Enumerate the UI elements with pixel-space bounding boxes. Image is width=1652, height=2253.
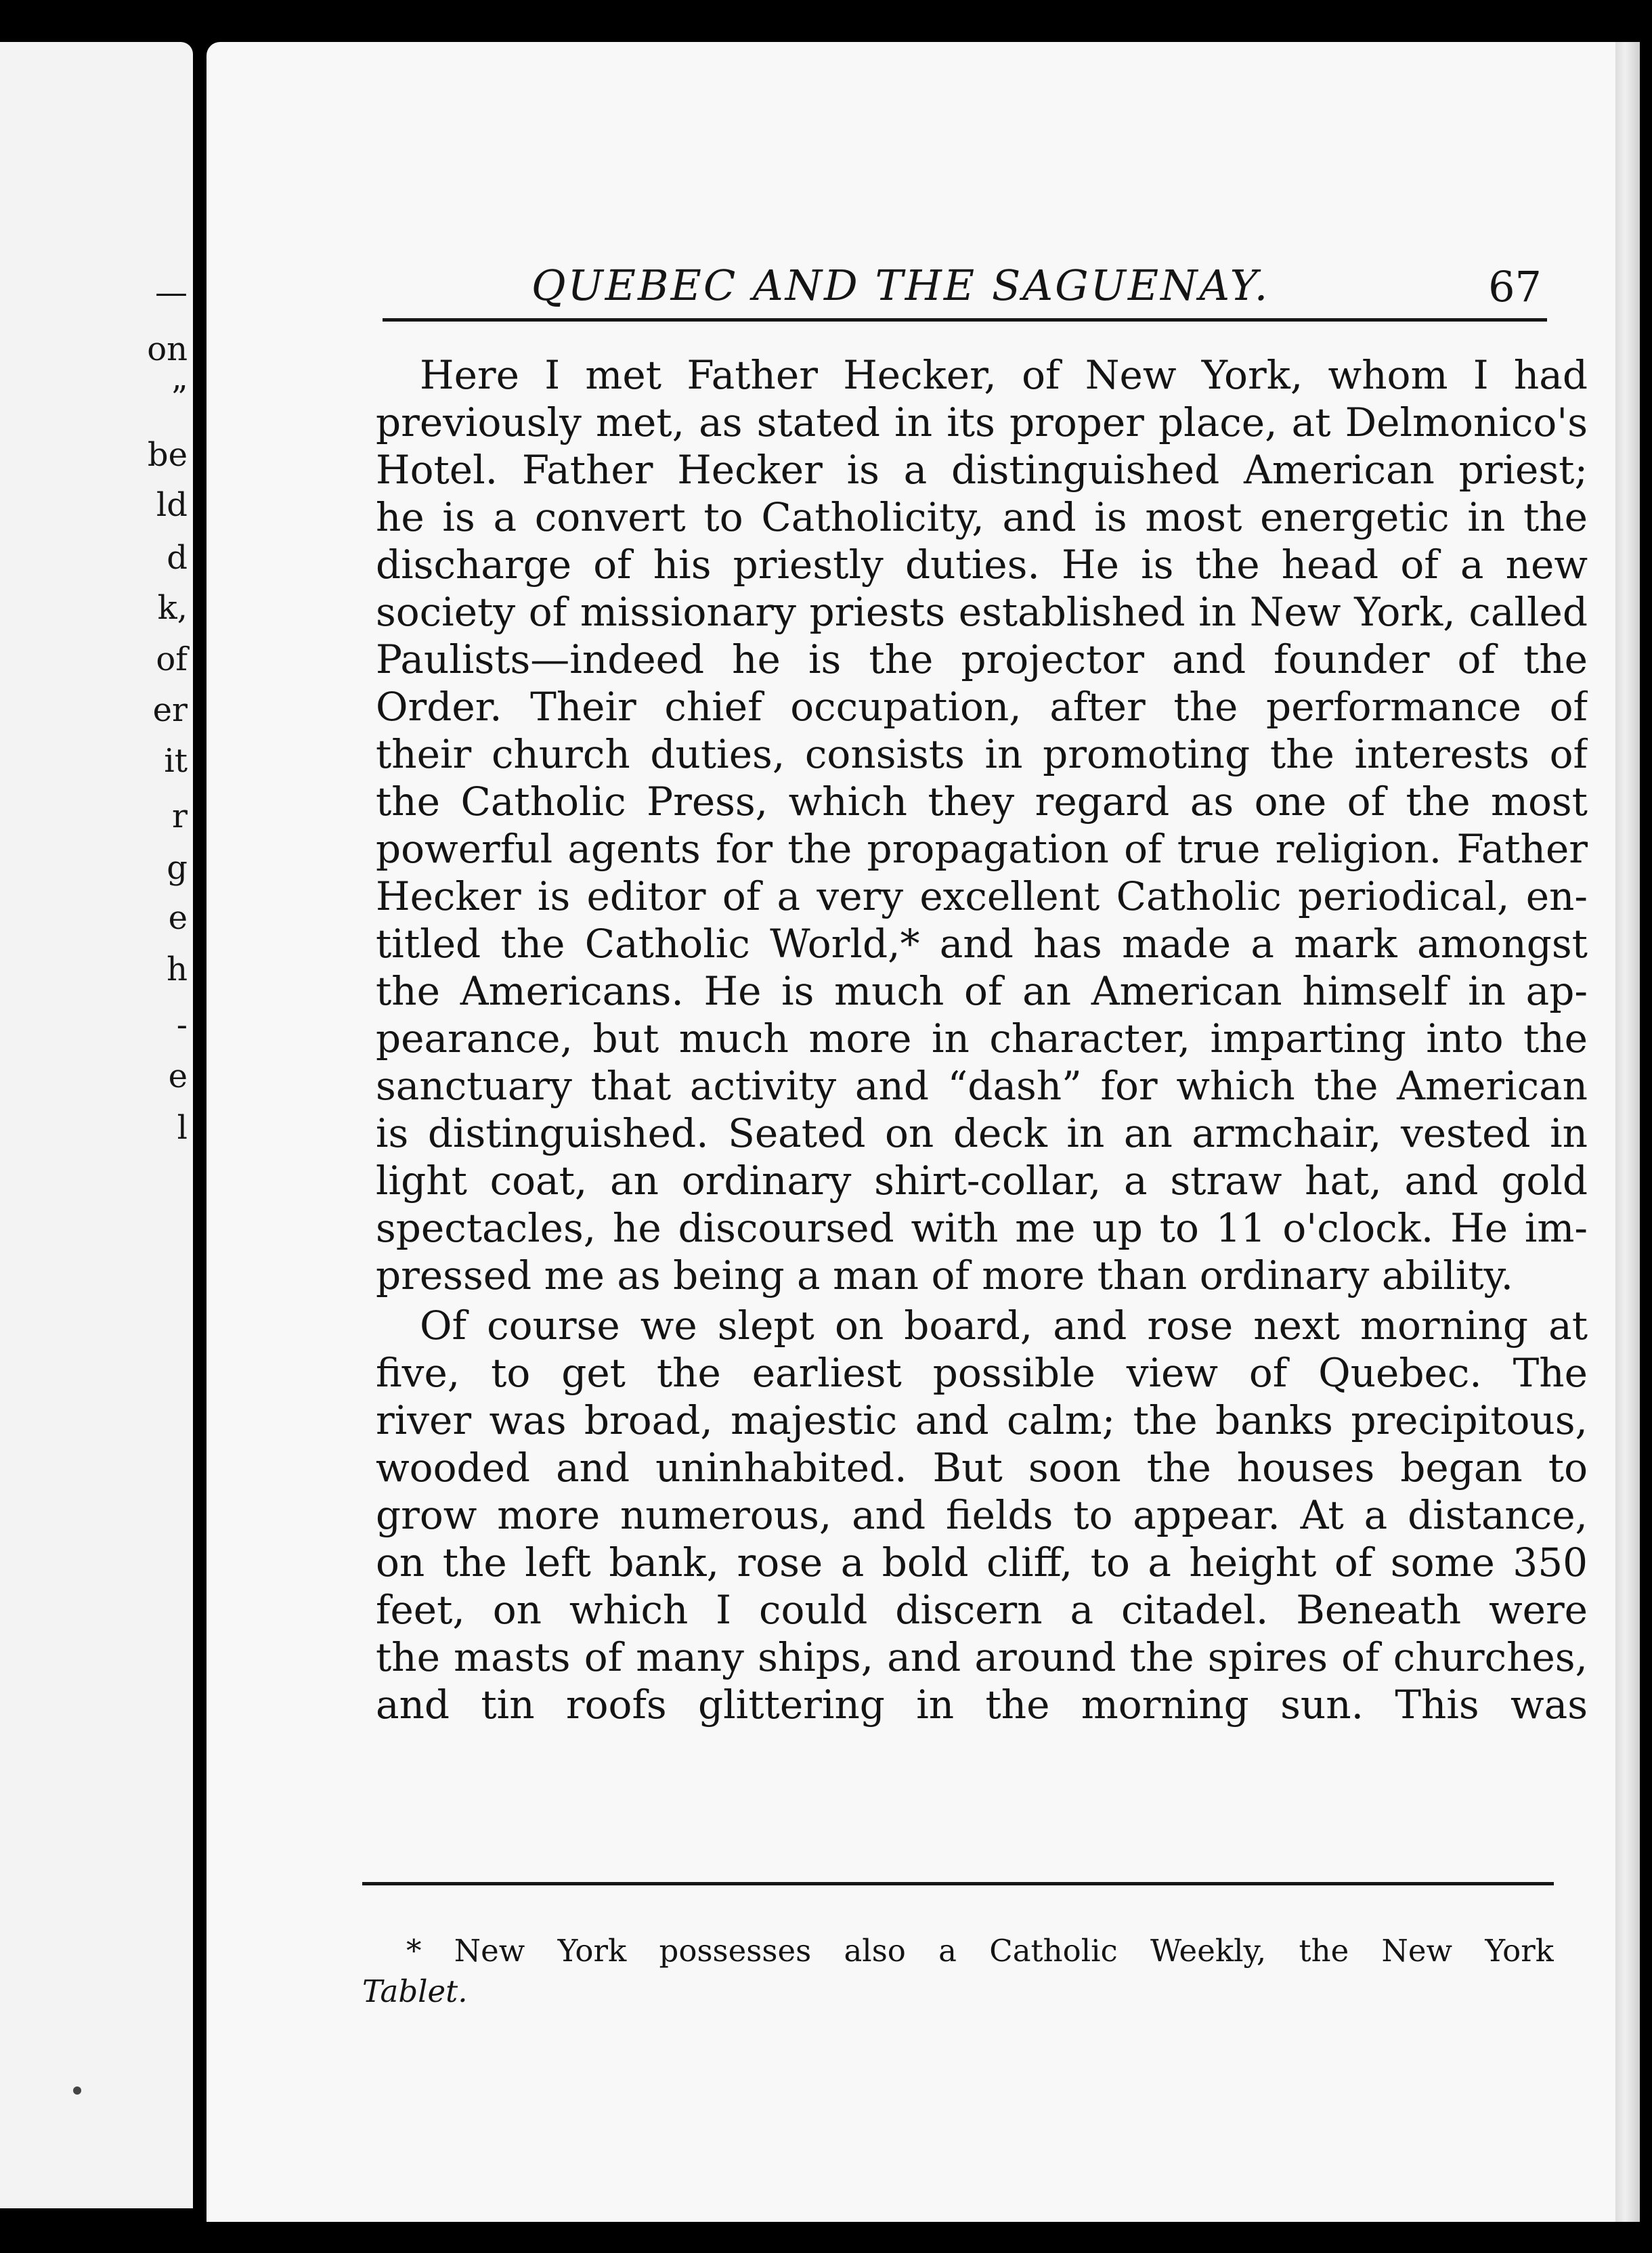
left-fragment: l [177, 1109, 188, 1147]
text-line: spectacles, he discoursed with me up to 11 o'clock. He im- [376, 1205, 1588, 1251]
left-fragment: on [147, 330, 188, 368]
footnote-rule [362, 1882, 1554, 1885]
text-line: discharge of his priestly duties. He is the head of a new [376, 542, 1588, 588]
text-line: grow more numerous, and fields to appear. At a distance, [376, 1492, 1588, 1538]
body-text [376, 351, 1588, 1728]
text-line: Paulists—indeed he is the projector and founder of the [376, 636, 1588, 682]
left-fragment: it [164, 742, 188, 780]
page-number: 67 [1488, 262, 1542, 311]
text-line: sanctuary that activity and “dash” for which the American [376, 1063, 1588, 1109]
text-line: is distinguished. Seated on deck in an armchair, vested in [376, 1110, 1588, 1156]
left-fragment: e [168, 899, 188, 937]
text-line: and tin roofs glittering in the morning sun. This was [376, 1682, 1588, 1728]
text-line: Hecker is editor of a very excellent Catholic periodical, en- [376, 873, 1588, 919]
left-page [0, 42, 193, 2208]
left-fragment: h [167, 950, 188, 988]
chapter-title: QUEBEC AND THE SAGUENAY. [531, 261, 1270, 310]
footnote-line: Tablet. [362, 1973, 468, 2009]
footnote-line: * New York possesses also a Catholic Weekly, the New York [406, 1933, 1554, 1969]
text-line: society of missionary priests established in New York, called [376, 589, 1588, 635]
text-line: Here I met Father Hecker, of New York, whom I had [420, 352, 1588, 398]
text-line: Of course we slept on board, and rose next morning at [420, 1303, 1588, 1349]
left-fragment: — [155, 274, 188, 311]
text-line: Hotel. Father Hecker is a distinguished American priest; [376, 447, 1588, 493]
text-line: the Catholic Press, which they regard as one of the most [376, 779, 1588, 825]
text-line: river was broad, majestic and calm; the banks precipitous, [376, 1397, 1588, 1443]
page-edge-shadow [1615, 42, 1640, 2222]
book-gutter [193, 0, 206, 2253]
text-line: Order. Their chief occupation, after the performance of [376, 684, 1588, 730]
text-line: powerful agents for the propagation of true religion. Father [376, 826, 1588, 872]
text-line: five, to get the earliest possible view of Quebec. The [376, 1350, 1588, 1396]
page-speck [73, 2086, 81, 2095]
left-fragment: er [152, 691, 188, 729]
left-fragment: ld [156, 486, 188, 524]
text-line: titled the Catholic World,* and has made a mark amongst [376, 921, 1588, 967]
text-line: their church duties, consists in promoting the interests of [376, 731, 1588, 777]
running-head [383, 257, 1547, 322]
text-line: feet, on which I could discern a citadel. Beneath were [376, 1587, 1588, 1633]
footnote [362, 1931, 1554, 2012]
right-page [206, 42, 1640, 2222]
left-fragment: r [172, 797, 188, 835]
text-line: on the left bank, rose a bold cliff, to a height of some 350 [376, 1539, 1588, 1585]
left-fragment: ” [171, 379, 188, 417]
text-line: he is a convert to Catholicity, and is most energetic in the [376, 494, 1588, 540]
text-line: previously met, as stated in its proper place, at Delmonico's [376, 399, 1588, 445]
text-line: light coat, an ordinary shirt-collar, a straw hat, and gold [376, 1158, 1588, 1204]
left-fragment: - [176, 1006, 188, 1044]
text-line: pearance, but much more in character, imparting into the [376, 1015, 1588, 1062]
left-fragment: g [167, 849, 188, 887]
text-line: the masts of many ships, and around the spires of churches, [376, 1634, 1588, 1680]
left-fragment: d [167, 539, 188, 577]
text-line: the Americans. He is much of an American himself in ap- [376, 968, 1588, 1014]
left-fragment: e [168, 1057, 188, 1095]
text-line: pressed me as being a man of more than ordinary ability. [376, 1252, 1514, 1298]
left-fragment: k, [157, 589, 188, 627]
text-line: wooded and uninhabited. But soon the houses began to [376, 1445, 1588, 1491]
left-fragment: of [156, 640, 188, 678]
left-fragment: be [147, 436, 188, 474]
